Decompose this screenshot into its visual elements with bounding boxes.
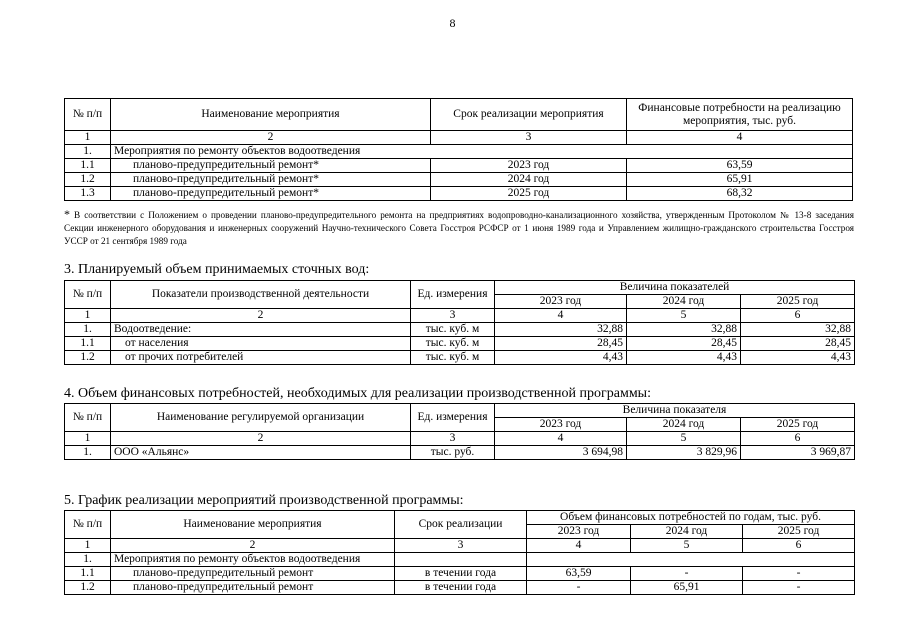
table-row (65, 351, 855, 365)
row-name: от прочих потребителей (111, 351, 411, 365)
row-value-2024: - (631, 567, 743, 581)
footnote (64, 208, 854, 248)
header-group: Величина показателя (495, 404, 855, 418)
footnote-mark: * (64, 207, 70, 221)
table-header-row (65, 404, 855, 418)
group-row (65, 145, 853, 159)
row-value-2023: 28,45 (495, 337, 627, 351)
col-number: 1 (65, 309, 111, 323)
col-number: 2 (111, 131, 431, 145)
row-num: 1. (65, 553, 111, 567)
header-year: 2023 год (495, 295, 627, 309)
row-term: в течении года (395, 581, 527, 595)
table-row (65, 187, 853, 201)
row-name: планово-предупредительный ремонт* (111, 187, 431, 201)
header-year: 2025 год (741, 295, 855, 309)
col-number: 4 (495, 309, 627, 323)
header-year: 2025 год (743, 525, 855, 539)
finance-table (64, 403, 855, 460)
header-year: 2025 год (741, 418, 855, 432)
col-number: 1 (65, 432, 111, 446)
row-value-2024: 3 829,96 (627, 446, 741, 460)
wastewater-table (64, 280, 855, 365)
header-unit: Ед. измерения (411, 281, 495, 309)
row-value-2025: 28,45 (741, 337, 855, 351)
group-empty (527, 553, 855, 567)
header-year: 2024 год (627, 295, 741, 309)
col-number: 2 (111, 432, 411, 446)
table-row (65, 173, 853, 187)
col-number: 4 (527, 539, 631, 553)
table-row (65, 337, 855, 351)
header-year: 2023 год (495, 418, 627, 432)
row-value-2023: 3 694,98 (495, 446, 627, 460)
row-value-2025: - (743, 581, 855, 595)
row-value-2024: 4,43 (627, 351, 741, 365)
row-value-2025: 4,43 (741, 351, 855, 365)
row-name: планово-предупредительный ремонт* (111, 173, 431, 187)
table-row (65, 446, 855, 460)
row-term: 2025 год (431, 187, 627, 201)
header-group: Объем финансовых потребностей по годам, тыс. руб. (527, 511, 855, 525)
group-name: Мероприятия по ремонту объектов водоотведения (111, 553, 395, 567)
table-row (65, 567, 855, 581)
header-name: Наименование регулируемой организации (111, 404, 411, 432)
header-name: Наименование мероприятия (111, 99, 431, 131)
measures-table (64, 98, 853, 201)
row-value: 63,59 (627, 159, 853, 173)
column-number-row (65, 432, 855, 446)
row-name: ООО «Альянс» (111, 446, 411, 460)
page-number: 8 (449, 16, 456, 30)
table-header-row (65, 281, 855, 295)
col-number: 5 (627, 432, 741, 446)
col-number: 2 (111, 309, 411, 323)
header-unit: Ед. измерения (411, 404, 495, 432)
col-number: 5 (631, 539, 743, 553)
column-number-row (65, 131, 853, 145)
row-value: 68,32 (627, 187, 853, 201)
row-value-2023: 63,59 (527, 567, 631, 581)
header-name: Наименование мероприятия (111, 511, 395, 539)
col-number: 6 (743, 539, 855, 553)
section3-title: 3. Планируемый объем принимаемых сточных вод: (64, 262, 370, 277)
row-num: 1.2 (65, 351, 111, 365)
col-number: 4 (495, 432, 627, 446)
row-value-2025: 3 969,87 (741, 446, 855, 460)
row-value: 65,91 (627, 173, 853, 187)
row-name: планово-предупредительный ремонт (111, 581, 395, 595)
row-num: 1.1 (65, 567, 111, 581)
col-number: 1 (65, 131, 111, 145)
row-value-2023: - (527, 581, 631, 595)
header-year: 2024 год (627, 418, 741, 432)
row-value-2025: 32,88 (741, 323, 855, 337)
table-header-row (65, 511, 855, 525)
col-number: 2 (111, 539, 395, 553)
header-num: № п/п (65, 511, 111, 539)
header-year: 2024 год (631, 525, 743, 539)
header-finance: Финансовые потребности на реализацию мероприятия, тыс. руб. (627, 99, 853, 131)
table-row (65, 323, 855, 337)
col-number: 6 (741, 432, 855, 446)
row-name: Водоотведение: (111, 323, 411, 337)
row-term: 2023 год (431, 159, 627, 173)
row-value-2024: 32,88 (627, 323, 741, 337)
row-name: от населения (111, 337, 411, 351)
col-number: 3 (395, 539, 527, 553)
header-num: № п/п (65, 281, 111, 309)
row-name: планово-предупредительный ремонт (111, 567, 395, 581)
row-value-2023: 32,88 (495, 323, 627, 337)
col-number: 4 (627, 131, 853, 145)
column-number-row (65, 539, 855, 553)
row-num: 1. (65, 323, 111, 337)
col-number: 3 (411, 309, 495, 323)
group-name: Мероприятия по ремонту объектов водоотведения (111, 145, 853, 159)
row-num: 1.1 (65, 159, 111, 173)
row-num: 1.1 (65, 337, 111, 351)
header-year: 2023 год (527, 525, 631, 539)
group-row (65, 553, 855, 567)
group-empty (395, 553, 527, 567)
header-term: Срок реализации (395, 511, 527, 539)
row-unit: тыс. куб. м (411, 337, 495, 351)
col-number: 1 (65, 539, 111, 553)
row-num: 1. (65, 446, 111, 460)
col-number: 3 (431, 131, 627, 145)
header-group: Величина показателей (495, 281, 855, 295)
row-term: в течении года (395, 567, 527, 581)
table-header-row (65, 99, 853, 131)
row-name: планово-предупредительный ремонт* (111, 159, 431, 173)
row-num: 1. (65, 145, 111, 159)
row-term: 2024 год (431, 173, 627, 187)
row-value-2024: 28,45 (627, 337, 741, 351)
row-value-2023: 4,43 (495, 351, 627, 365)
row-num: 1.2 (65, 173, 111, 187)
row-value-2024: 65,91 (631, 581, 743, 595)
row-num: 1.3 (65, 187, 111, 201)
footnote-text: В соответствии с Положением о проведении планово-предупредительного ремонта на предприятиях водопроводно-канализационного хозяйства, утвержденным Протоколом № 13-8 заседания Секции инженерного оборудования и инженерных сооружений Научно-технического Совета Госстроя РСФСР от 1 июня 1989 года и Управлением жилищно-гражданского строительства Госстроя УССР от 21 сентября 1989 года (64, 210, 854, 246)
header-num: № п/п (65, 99, 111, 131)
row-unit: тыс. куб. м (411, 351, 495, 365)
table-row (65, 581, 855, 595)
row-unit: тыс. куб. м (411, 323, 495, 337)
schedule-table (64, 510, 855, 595)
header-term: Срок реализации мероприятия (431, 99, 627, 131)
row-value-2025: - (743, 567, 855, 581)
row-unit: тыс. руб. (411, 446, 495, 460)
section5-title: 5. График реализации мероприятий производственной программы: (64, 493, 464, 508)
column-number-row (65, 309, 855, 323)
section4-title: 4. Объем финансовых потребностей, необходимых для реализации производственной программы: (64, 386, 651, 401)
col-number: 6 (741, 309, 855, 323)
col-number: 3 (411, 432, 495, 446)
header-name: Показатели производственной деятельности (111, 281, 411, 309)
table-row (65, 159, 853, 173)
row-num: 1.2 (65, 581, 111, 595)
header-num: № п/п (65, 404, 111, 432)
col-number: 5 (627, 309, 741, 323)
